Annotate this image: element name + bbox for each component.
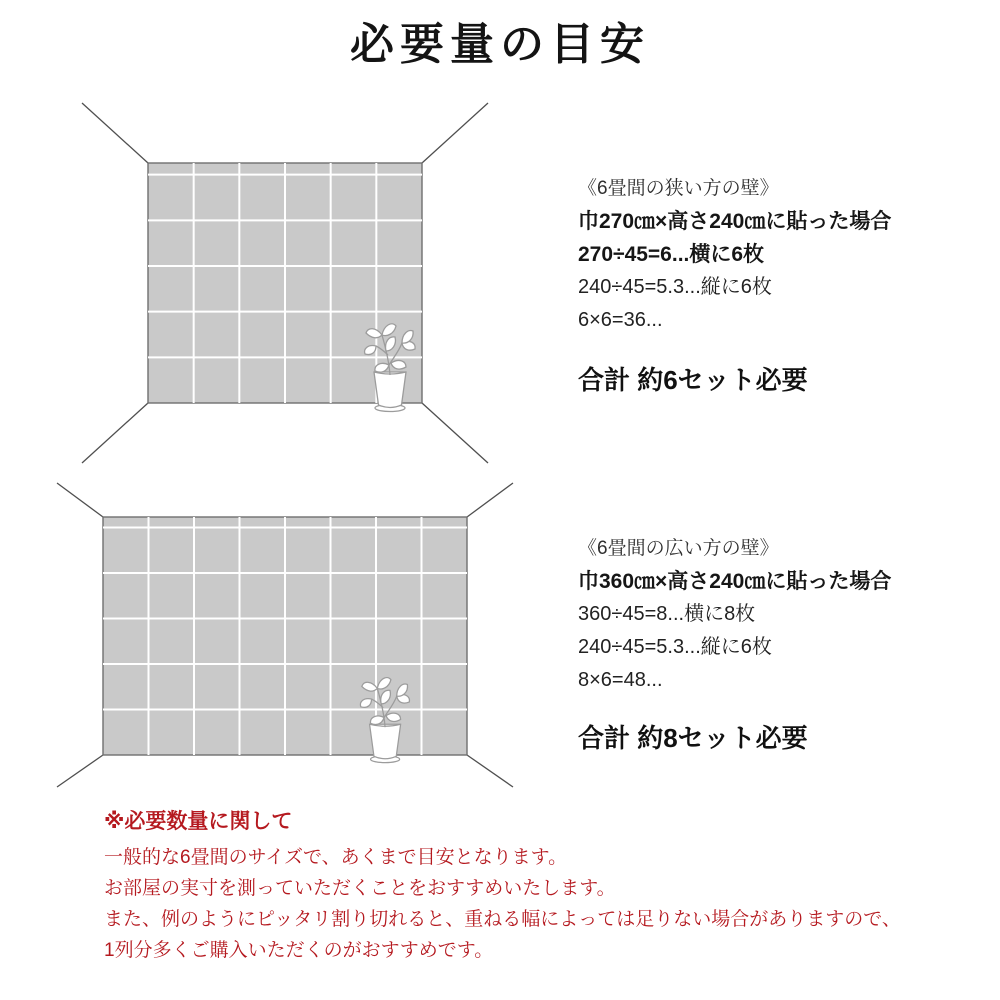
note-line: 1列分多くご購入いただくのがおすすめです。 xyxy=(104,940,494,961)
quantity-note xyxy=(104,806,901,966)
perspective-line xyxy=(467,755,513,787)
calc-line: 270÷45=6...横に6枚 xyxy=(578,243,765,266)
section-heading: 《6畳間の狭い方の壁》 xyxy=(578,178,779,199)
note-line: また、例のようにピッタリ割り切れると、重ねる幅によっては足りない場合がありますので、 xyxy=(104,909,901,930)
perspective-line xyxy=(82,403,148,463)
perspective-line xyxy=(467,483,513,517)
page-title: 必要量の目安 xyxy=(350,20,650,69)
perspective-line xyxy=(422,103,488,163)
calc-line: 360÷45=8...横に8枚 xyxy=(578,603,756,625)
calc-line: 240÷45=5.3...縦に6枚 xyxy=(578,276,772,298)
perspective-line xyxy=(422,403,488,463)
calc-line: 6×6=36... xyxy=(578,309,663,331)
section-heading: 《6畳間の広い方の壁》 xyxy=(578,538,779,559)
section-wide-wall-text xyxy=(578,532,891,697)
room-illustration-narrow-wall xyxy=(60,90,500,475)
note-heading: ※必要数量に関して xyxy=(104,810,293,833)
note-line: お部屋の実寸を測っていただくことをおすすめいたします。 xyxy=(104,878,616,899)
perspective-line xyxy=(57,755,103,787)
section-narrow-wall-text xyxy=(578,172,891,337)
perspective-line xyxy=(82,103,148,163)
perspective-line xyxy=(57,483,103,517)
case-line: 巾270㎝×高さ240㎝に貼った場合 xyxy=(578,210,892,233)
calc-line: 240÷45=5.3...縦に6枚 xyxy=(578,636,772,658)
total-sets-narrow: 合計 約6セット必要 xyxy=(578,365,808,395)
calc-line: 8×6=48... xyxy=(578,669,663,691)
total-sets-wide: 合計 約8セット必要 xyxy=(578,723,808,753)
room-illustration-wide-wall xyxy=(30,455,540,800)
case-line: 巾360㎝×高さ240㎝に貼った場合 xyxy=(578,570,892,593)
note-line: 一般的な6畳間のサイズで、あくまで目安となります。 xyxy=(104,847,568,868)
